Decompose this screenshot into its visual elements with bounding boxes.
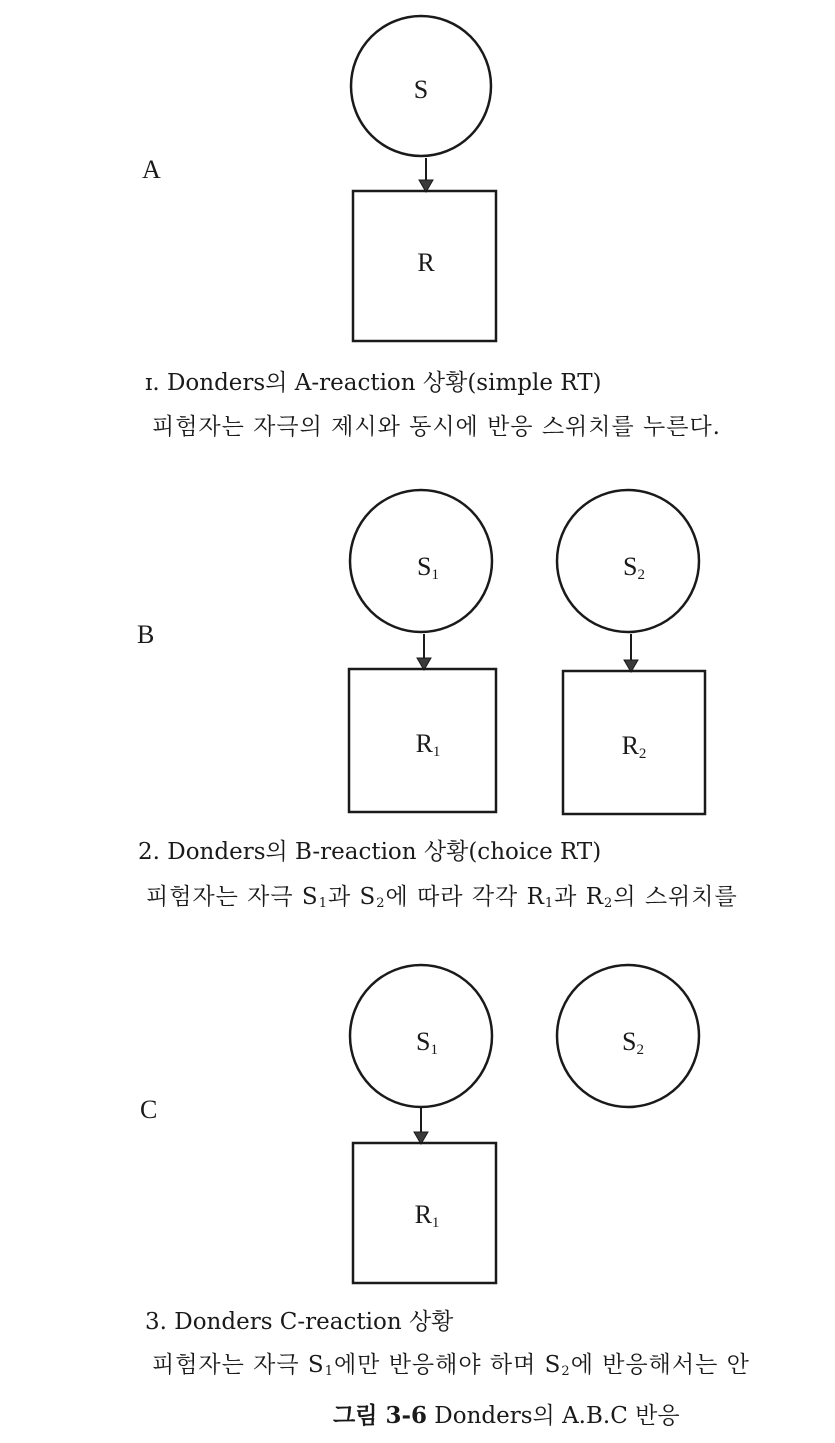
stimulus-s-label: S	[413, 75, 429, 104]
caption-b-text: Donders의 B-reaction 상황(choice RT)	[167, 839, 602, 865]
caption-a	[145, 372, 602, 395]
figure-number: 그림 3-6	[333, 1402, 427, 1429]
panel-b	[137, 490, 705, 814]
caption-a-text: Donders의 A-reaction 상황(simple RT)	[166, 370, 602, 396]
description-a: 피험자는 자극의 제시와 동시에 반응 스위치를 누른다.	[152, 414, 721, 440]
caption-b-number: 2.	[138, 839, 160, 865]
caption-b	[138, 841, 601, 864]
response-r-label: R	[417, 248, 435, 277]
caption-c	[145, 1311, 453, 1334]
stimulus-s2-label: S2	[622, 1027, 644, 1058]
response-r2-label: R2	[621, 731, 647, 762]
figure-caption	[333, 1404, 680, 1428]
stimulus-s2-label: S2	[623, 552, 645, 583]
description-b: 피험자는 자극 $S_1$과 $S_2$에 따라 각각 $R_1$과 $R_2$의 스위치를	[146, 884, 738, 911]
panel-a-label: A	[142, 155, 161, 184]
panel-a	[142, 16, 496, 341]
stimulus-s1-label: S1	[417, 552, 439, 583]
figure-title: Donders의 A.B.C 반응	[427, 1403, 680, 1429]
stimulus-s1-label: S1	[416, 1027, 438, 1058]
response-r1-label: R1	[414, 1200, 440, 1231]
response-r1-label: R1	[415, 729, 441, 760]
caption-a-number: ɪ.	[145, 370, 160, 396]
panel-c-label: C	[140, 1095, 158, 1124]
description-c: 피험자는 자극 $S_1$에만 반응해야 하며 $S_2$에 반응해서는 안	[152, 1352, 750, 1379]
panel-b-label: B	[137, 620, 155, 649]
panel-c	[140, 965, 699, 1283]
caption-c-number: 3.	[145, 1309, 167, 1335]
caption-c-text: Donders C-reaction 상황	[174, 1309, 454, 1335]
